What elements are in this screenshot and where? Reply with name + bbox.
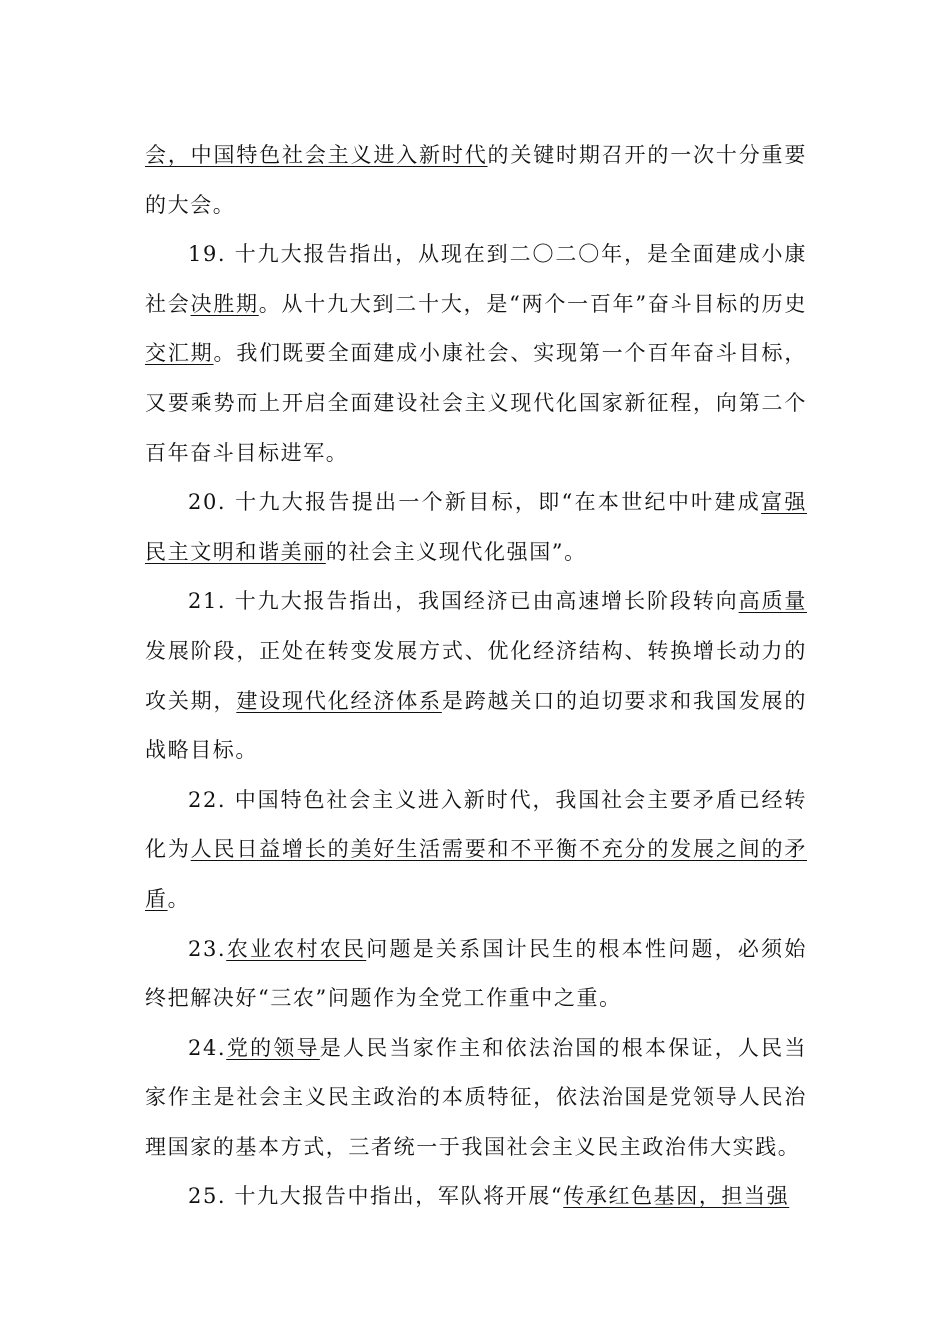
paragraph-23 [145, 925, 807, 1024]
underlined-answer: 农业农村农民 [226, 936, 367, 961]
text-segment: 25. 十九大报告中指出，军队将开展“ [188, 1184, 564, 1209]
text-segment: 。 [167, 886, 191, 911]
underlined-answer: 会，中国特色社会主义进入新时代 [145, 143, 488, 167]
text-segment: 22. 中国特色社会主义进入新时代，我国社会主要矛盾已经转化为 [145, 787, 807, 862]
document-body [145, 131, 807, 1222]
text-segment: 问题是关系国计民生的根本性问题，必须始终把解决好“三农”问题作为全党工作重中之重。 [145, 936, 807, 1011]
text-segment: 是跨越关口的迫切要求和我国发展的战略目标。 [145, 688, 807, 763]
text-segment: 是人民当家作主和依法治国的根本保证，人民当家作主是社会主义民主政治的本质特征，依法治国是党领导人民治理国家的基本方式，三者统一于我国社会主义民主政治伟大实践。 [145, 1035, 807, 1159]
text-segment: 。从十九大到二十大，是“两个一百年”奋斗目标的历史 [258, 291, 807, 316]
underlined-answer: 传承红色基因，担当强 [563, 1184, 790, 1209]
text-segment: 发展阶段，正处在转变发展方式、优化经济结构、转换增长动力的攻关期， [145, 638, 807, 713]
paragraph-25 [145, 1172, 807, 1222]
text-segment: 23. [188, 936, 227, 961]
text-segment: 24. [188, 1035, 227, 1060]
underlined-answer: 高质量 [738, 589, 807, 614]
underlined-answer: 决胜期 [190, 291, 259, 316]
text-segment: 20. 十九大报告提出一个新目标，即“在本世纪中叶建成 [188, 490, 762, 515]
paragraph-19 [145, 230, 807, 478]
text-segment: 19. 十九大报告指出，从现在到二〇二〇年，是全面建成小康社会 [145, 242, 807, 316]
paragraph-20 [145, 478, 807, 577]
underlined-answer: 人民日益增长的美好生活需要和不平衡不充分的发展之间的矛盾 [145, 837, 807, 911]
text-segment: 。我们既要全面建成小康社会、实现第一个百年奋斗目标，又要乘势而上开启全面建设社会主义现代化国家新征程，向第二个百年奋斗目标进军。 [145, 341, 807, 465]
underlined-answer: 党的领导 [226, 1035, 320, 1060]
paragraph-continued [145, 131, 807, 230]
paragraph-21 [145, 577, 807, 775]
text-segment: 21. 十九大报告指出，我国经济已由高速增长阶段转向 [188, 589, 739, 614]
underlined-answer: 建设现代化经济体系 [236, 688, 442, 713]
text-segment: 的关键时期召开的一次十分重要的大会。 [145, 143, 807, 217]
paragraph-22 [145, 776, 807, 925]
underlined-answer: 交汇期 [145, 341, 214, 366]
paragraph-24 [145, 1024, 807, 1173]
underlined-answer: 富强民主文明和谐美丽 [145, 490, 807, 564]
text-segment: 的社会主义现代化强国”。 [325, 539, 587, 564]
